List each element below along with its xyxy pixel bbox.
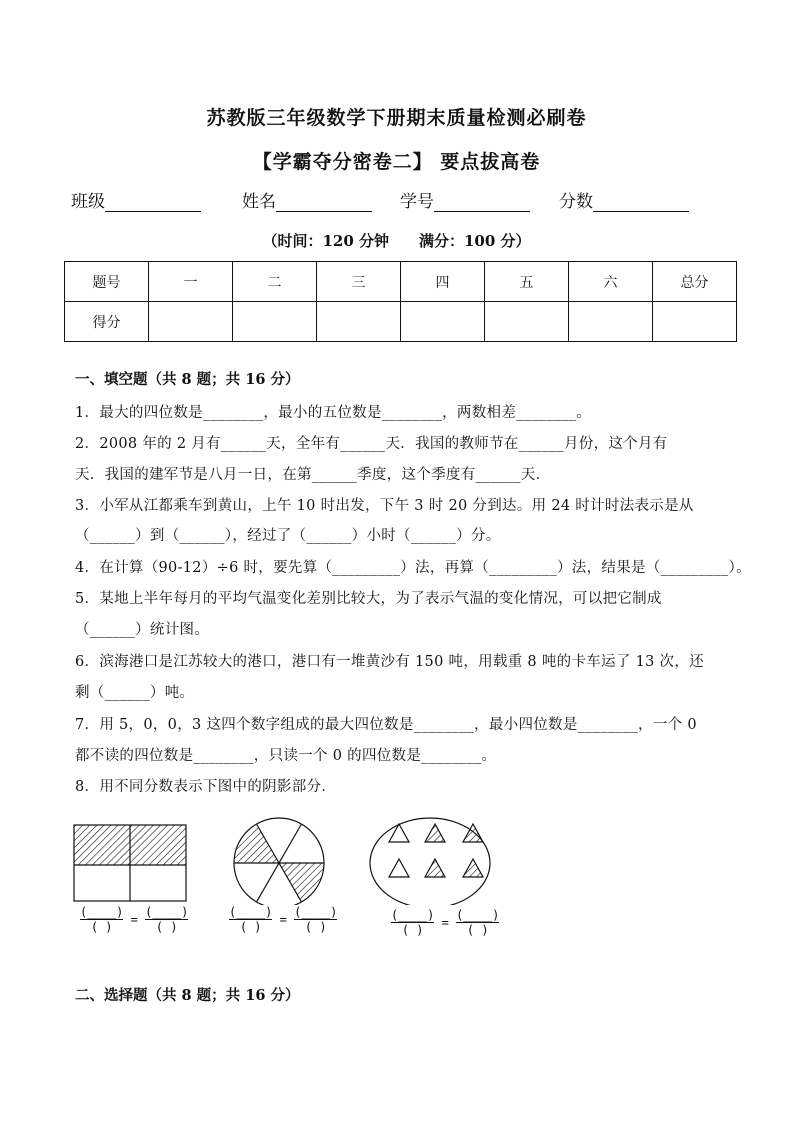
score-blank[interactable] [593, 193, 689, 212]
table-header-cell: 一 [149, 262, 233, 302]
fraction-denominator: ( ) [456, 922, 499, 937]
score-table-header-row [65, 262, 737, 302]
question-line: 5．某地上半年每月的平均气温变化差别比较大，为了表示气温的变化情况，可以把它制成 [75, 591, 662, 607]
fraction-denominator: ( ) [229, 919, 272, 934]
question-line: 1．最大的四位数是________，最小的五位数是________，两数相差________。 [75, 405, 592, 421]
fraction-numerator: (____) [294, 905, 338, 919]
question-line: 天．我国的建军节是八月一日，在第______季度，这个季度有______天． [75, 467, 551, 483]
question-line: 剩（______）吨。 [75, 685, 195, 701]
score-cell[interactable] [653, 302, 737, 342]
score-cell[interactable] [233, 302, 317, 342]
class-field [71, 187, 201, 212]
exam-info: （时间：120 分钟 满分：100 分） [262, 232, 531, 250]
equals-sign: = [130, 912, 138, 927]
rectangle-figure [74, 825, 186, 901]
fraction-denominator: ( ) [80, 919, 123, 934]
score-cell[interactable] [569, 302, 653, 342]
score-cell[interactable] [317, 302, 401, 342]
table-header-cell: 总分 [653, 262, 737, 302]
question-line: 2．2008 年的 2 月有______天，全年有______天．我国的教师节在______月份，这个月有 [75, 436, 668, 452]
score-table [64, 261, 737, 342]
circle-figure [234, 818, 324, 905]
fraction-numerator: (____) [80, 905, 124, 919]
fraction-denominator: ( ) [145, 919, 188, 934]
question-line: 6．滨海港口是江苏较大的港口，港口有一堆黄沙有 150 吨，用载重 8 吨的卡车运了 13 次，还 [75, 654, 704, 670]
name-blank[interactable] [276, 193, 372, 212]
class-label: 班级 [71, 192, 105, 212]
question-line: 3．小军从江都乘车到黄山，上午 10 时出发，下午 3 时 20 分到达。用 24 时计时法表示是从 [75, 498, 694, 514]
question-line: 4．在计算（90-12）÷6 时，要先算（_________）法，再算（_________）法，结果是（_________）。 [75, 560, 751, 576]
table-header-cell: 五 [485, 262, 569, 302]
table-header-cell: 题号 [65, 262, 149, 302]
score-cell[interactable] [485, 302, 569, 342]
section1-heading: 一、填空题（共 8 题；共 16 分） [75, 371, 300, 388]
fraction-numerator: (____) [229, 905, 273, 919]
fraction-numerator: (____) [145, 905, 189, 919]
question-line: 7．用 5，0，0，3 这四个数字组成的最大四位数是________，最小四位数是________，一个 0 [75, 717, 697, 733]
exam-title: 苏教版三年级数学下册期末质量检测必刷卷 [206, 107, 587, 129]
question-line: 8．用不同分数表示下图中的阴影部分． [75, 779, 337, 795]
class-blank[interactable] [105, 193, 201, 212]
score-cell[interactable] [149, 302, 233, 342]
fraction-answer-2[interactable] [229, 905, 337, 934]
number-blank[interactable] [434, 193, 530, 212]
number-label: 学号 [400, 192, 434, 212]
table-header-cell: 三 [317, 262, 401, 302]
equals-sign: = [441, 915, 449, 930]
score-label: 分数 [559, 192, 593, 212]
score-row-label: 得分 [65, 302, 149, 342]
score-table-score-row [65, 302, 737, 342]
fraction-denominator: ( ) [391, 922, 434, 937]
score-field [559, 187, 689, 212]
section2-heading: 二、选择题（共 8 题；共 16 分） [75, 987, 300, 1004]
question-line: 都不读的四位数是________，只读一个 0 的四位数是________。 [75, 748, 497, 764]
exam-subtitle: 【学霸夺分密卷二】 要点拔高卷 [252, 151, 541, 173]
table-header-cell: 六 [569, 262, 653, 302]
ellipse-figure [370, 818, 490, 905]
number-field [400, 187, 530, 212]
fraction-denominator: ( ) [294, 919, 337, 934]
question8-figures [60, 805, 520, 905]
question-line: （______）统计图。 [75, 622, 210, 638]
fraction-answer-3[interactable] [391, 908, 499, 937]
fraction-numerator: (____) [391, 908, 435, 922]
name-field [242, 187, 372, 212]
table-header-cell: 二 [233, 262, 317, 302]
fraction-answer-1[interactable] [80, 905, 188, 934]
equals-sign: = [279, 912, 287, 927]
name-label: 姓名 [242, 192, 276, 212]
question-line: （______）到（______），经过了（______）小时（______）分。 [75, 528, 501, 544]
table-header-cell: 四 [401, 262, 485, 302]
fraction-numerator: (____) [456, 908, 500, 922]
score-cell[interactable] [401, 302, 485, 342]
